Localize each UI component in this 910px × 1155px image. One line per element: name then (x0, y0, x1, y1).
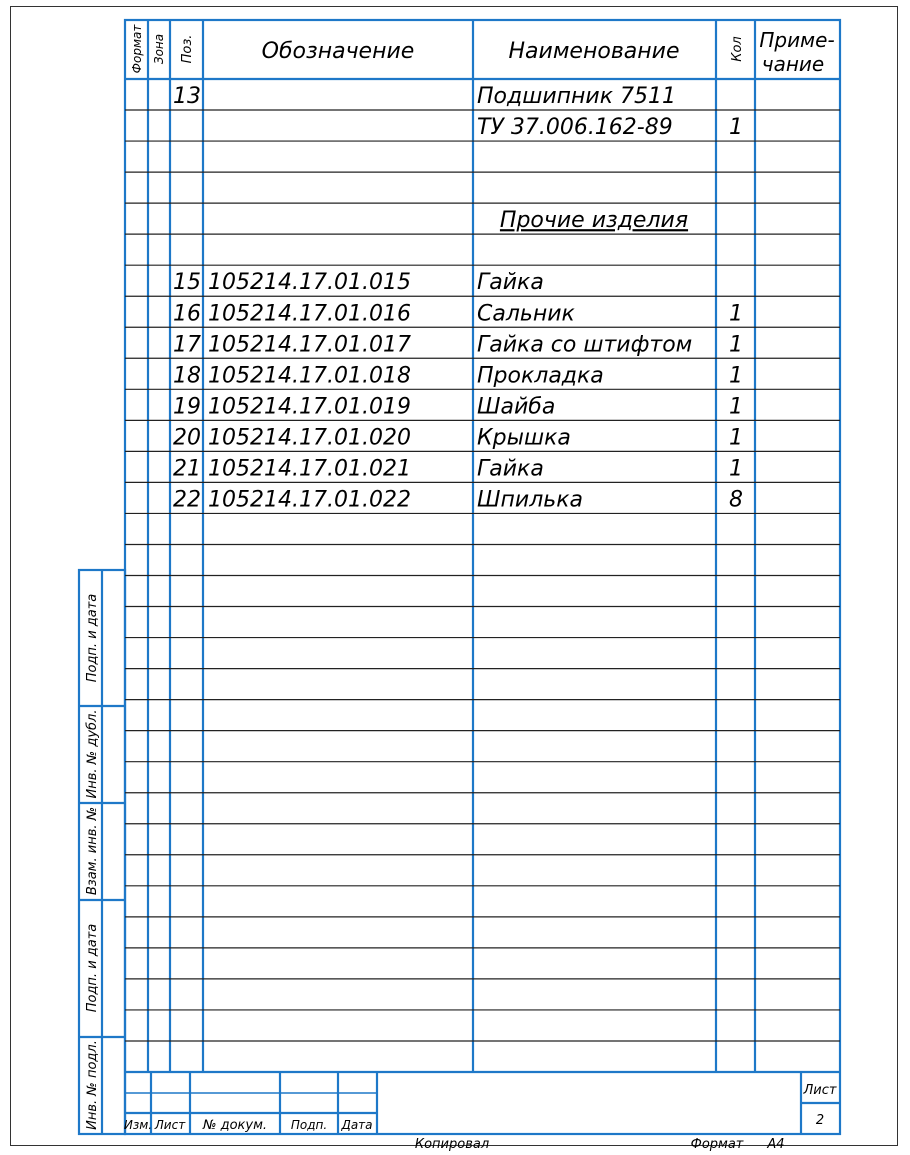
row-name: Сальник (477, 301, 575, 327)
row-designation: 105214.17.01.015 (208, 270, 411, 296)
row-name: Шайба (477, 394, 556, 420)
table-row (173, 363, 743, 388)
table-row (173, 425, 743, 450)
row-pos: 17 (173, 332, 201, 358)
side-label-sign-date-top: Подп. и дата (85, 593, 100, 683)
row-pos: 21 (173, 456, 201, 482)
side-label-inv-dubl: Инв. № дубл. (85, 709, 100, 799)
header-designation: Обозначение (261, 39, 415, 64)
title-doc-no: № докум. (202, 1118, 268, 1133)
table-row (477, 115, 743, 140)
row-designation: 105214.17.01.022 (208, 487, 411, 513)
header-note-line1: Приме- (759, 28, 835, 52)
row-pos: 13 (173, 84, 201, 110)
row-name: Прокладка (477, 363, 604, 389)
table-body (173, 84, 743, 512)
row-name: Прочие изделия (499, 208, 689, 234)
table-row (173, 270, 544, 295)
side-label-inv-podl: Инв. № подл. (85, 1040, 100, 1130)
row-designation: 105214.17.01.017 (208, 332, 411, 358)
row-pos: 18 (173, 363, 201, 389)
side-label-vzam-inv: Взам. инв. № (85, 806, 100, 896)
row-qty: 1 (729, 456, 743, 482)
table-row (173, 394, 743, 419)
row-designation: 105214.17.01.020 (208, 425, 411, 451)
table-row (173, 332, 743, 357)
side-strip (79, 570, 125, 1134)
title-sign: Подп. (290, 1118, 328, 1132)
table-frame (125, 20, 840, 1134)
row-designation: 105214.17.01.019 (208, 394, 411, 420)
header-name: Наименование (508, 39, 680, 64)
table-row (173, 84, 676, 109)
footer-format-value: А4 (767, 1137, 785, 1152)
table-row (500, 208, 688, 233)
table-row (173, 487, 743, 512)
footer-copied: Копировал (414, 1137, 490, 1152)
table-header (130, 24, 835, 76)
header-format: Формат (130, 24, 144, 74)
row-designation: 105214.17.01.016 (208, 301, 411, 327)
header-note-line2: чание (761, 52, 825, 76)
table-row (173, 301, 743, 326)
table-row (173, 456, 743, 481)
title-list: Лист (154, 1118, 186, 1132)
footer-format-label: Формат (690, 1137, 744, 1152)
row-qty: 1 (729, 301, 743, 327)
header-pos: Поз. (180, 34, 195, 64)
row-qty: 1 (729, 425, 743, 451)
title-sheet-label: Лист (803, 1083, 837, 1098)
row-name: Подшипник 7511 (477, 84, 676, 110)
row-pos: 19 (173, 394, 201, 420)
title-block (124, 1072, 840, 1134)
row-name: Гайка (477, 270, 544, 296)
row-name: Крышка (477, 425, 571, 451)
row-pos: 22 (173, 487, 201, 513)
title-sheet-number: 2 (815, 1113, 825, 1128)
row-designation: 105214.17.01.018 (208, 363, 411, 389)
title-date: Дата (341, 1118, 373, 1132)
row-qty: 8 (729, 487, 743, 513)
title-izm: Изм. (123, 1118, 153, 1132)
row-name: Шпилька (477, 487, 584, 513)
footer (415, 1137, 785, 1152)
row-pos: 15 (173, 270, 201, 296)
row-qty: 1 (729, 115, 743, 141)
row-pos: 16 (173, 301, 201, 327)
row-qty: 1 (729, 332, 743, 358)
row-name: ТУ 37.006.162-89 (477, 115, 673, 141)
side-label-sign-date-bottom: Подп. и дата (85, 923, 100, 1013)
row-pos: 20 (173, 425, 201, 451)
row-name: Гайка (477, 456, 544, 482)
header-qty: Кол (730, 36, 745, 62)
row-qty: 1 (729, 363, 743, 389)
row-qty: 1 (729, 394, 743, 420)
header-zone: Зона (152, 33, 166, 65)
row-designation: 105214.17.01.021 (208, 456, 411, 482)
row-name: Гайка со штифтом (477, 332, 693, 358)
